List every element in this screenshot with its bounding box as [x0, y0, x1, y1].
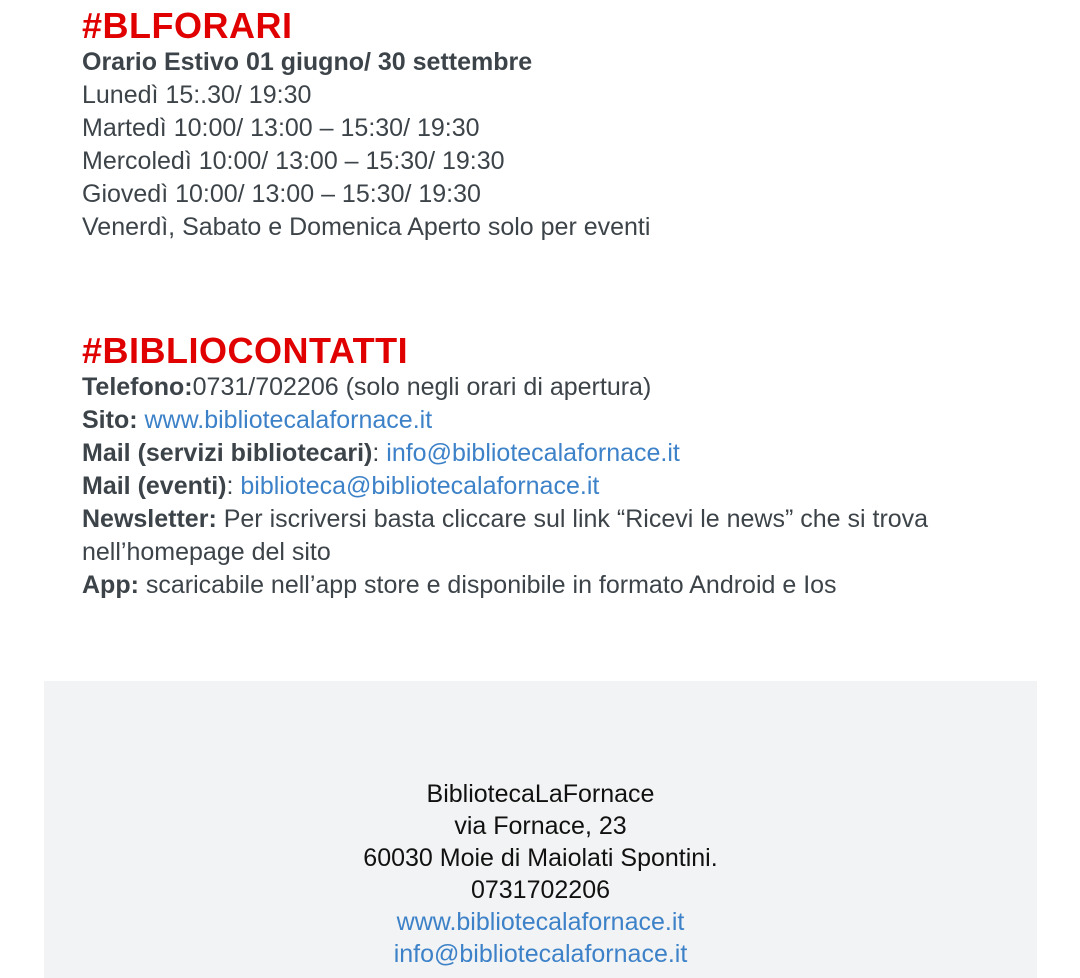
hours-title: Orario Estivo 01 giugno/ 30 settembre — [82, 48, 533, 76]
phone-row — [82, 371, 982, 404]
hours-line-tuesday: Martedì 10:00/ 13:00 – 15:30/ 19:30 — [82, 114, 480, 142]
footer-email-link[interactable]: info@bibliotecalafornace.it — [393, 940, 688, 968]
footer-site-link[interactable]: www.bibliotecalafornace.it — [396, 908, 685, 936]
mail-events-row — [82, 470, 982, 503]
newsletter-label: Newsletter: — [82, 505, 217, 533]
site-row — [82, 404, 982, 437]
phone-value: 0731/702206 (solo negli orari di apertura) — [192, 373, 652, 401]
footer-street: via Fornace, 23 — [454, 812, 627, 840]
mail-services-label: Mail (servizi bibliotecari) — [82, 439, 373, 467]
opening-hours-section — [82, 6, 650, 244]
app-text: scaricabile nell’app store e disponibile in formato Android e Ios — [145, 571, 837, 599]
site-label: Sito: — [82, 406, 138, 434]
footer-address-block — [44, 778, 1037, 970]
email-footer — [44, 681, 1037, 978]
site-link[interactable]: www.bibliotecalafornace.it — [144, 406, 433, 434]
footer-library-name: BibliotecaLaFornace — [426, 780, 655, 808]
hours-line-weekend: Venerdì, Sabato e Domenica Aperto solo per eventi — [82, 213, 651, 241]
newsletter-row — [82, 503, 982, 569]
mail-events-link[interactable]: biblioteca@bibliotecalafornace.it — [240, 472, 600, 500]
footer-phone: 0731702206 — [470, 876, 611, 904]
hours-line-thursday: Giovedì 10:00/ 13:00 – 15:30/ 19:30 — [82, 180, 481, 208]
hours-line-wednesday: Mercoledì 10:00/ 13:00 – 15:30/ 19:30 — [82, 147, 505, 175]
mail-events-label: Mail (eventi) — [82, 472, 227, 500]
newsletter-text: Per iscriversi basta cliccare sul link “Ricevi le news” che si trova nell’homepage del sito — [82, 505, 929, 566]
app-row — [82, 569, 982, 602]
mail-services-link[interactable]: info@bibliotecalafornace.it — [386, 439, 680, 467]
contacts-section — [82, 331, 982, 602]
contacts-hashtag: #BIBLIOCONTATTI — [82, 330, 409, 371]
phone-label: Telefono: — [82, 373, 193, 401]
hours-line-monday: Lunedì 15:.30/ 19:30 — [82, 81, 312, 109]
mail-services-row — [82, 437, 982, 470]
app-label: App: — [82, 571, 139, 599]
footer-city: 60030 Moie di Maiolati Spontini. — [363, 844, 718, 872]
mail-events-separator: : — [226, 472, 234, 500]
mail-services-separator: : — [372, 439, 380, 467]
hours-hashtag: #BLFORARI — [82, 5, 293, 46]
